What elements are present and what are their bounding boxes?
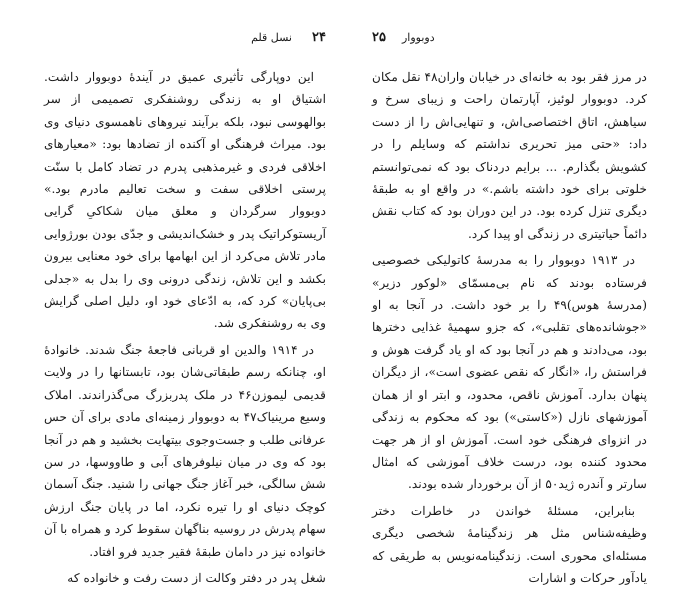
right-page-body xyxy=(372,66,647,589)
left-paragraph-2: در ۱۹۱۴ والدین او قربانی فاجعهٔ جنگ شدند. خانوادهٔ او، چنانکه رسم طبقاتی‌شان بود، تابستانها را در ولایت قدیمی لیموزن۴۶ در ملک پدربزرگ می‌گذراندند. املاک وسیع مرینیاک۴۷ به دوبووار زمینه‌ای مادی برای آن حس عرفانی طلب و جست‌وجوی بیتهایت بخشید و هم در آنجا بود که وی در میان نیلوفرهای آبی و طاووسها، در سن شش سالگی، خبر آغاز جنگ جهانی را شنید. جنگ آسمان کوچک دنیای او را تیره نکرد، اما در پایان جنگ ارزش سهام پدرش در روسیه بناگهان سقوط کرد و همراه با آن خانواده نیز در دامان طبقهٔ فقیر جدید فرو افتاد. xyxy=(44,342,326,559)
left-page-number: ۲۴ xyxy=(312,30,326,45)
right-page xyxy=(372,0,648,585)
right-page-number: ۲۵ xyxy=(372,30,386,45)
right-page-header xyxy=(372,30,647,48)
left-page xyxy=(44,0,326,585)
left-paragraph-1: این دوپارگی تأثیری عمیق در آیندهٔ دوبووار داشت. اشتیاق او به زندگی روشنفکری تصمیمی از سر بوالهوسی نبود، بلکه برآیند نیروهای ناهمسوی دنیای وی بود. میراث فرهنگی او آکنده از تضادها بود: «معیارهای اخلاقی فردی و غیرمذهبی پدرم در تضاد کامل با سنّت پرستی اخلاقی سفت و سخت تعالیم مادرم بود.» دوبووار سرگردان و معلق میان شکاکیِ گرایی آریستوکراتیک پدر و خشک‌اندیشی و جدّی بودن بورژوایی مادر تلاش می‌کرد از این ابهامها برای خود معنایی بیرون بکشد و این تلاش، زندگی درونی وی را بدل به «جدلی بی‌پایان» کرد که، به ادّعای خود او، دلیل اصلی گرایش وی به روشنفکری شد. xyxy=(44,70,326,331)
right-paragraph-3: بنابراین، مسئلهٔ خواندن در خاطرات دختر وظیفه‌شناس مثل هر زندگینامهٔ شخصی دیگری مسئله‌ای محوری است. زندگینامه‌نویس به طریقی که یادآور حرکات و اشارات xyxy=(372,503,647,585)
left-running-title: نسل قلم xyxy=(251,31,292,44)
left-page-header xyxy=(44,30,326,48)
left-paragraph-3: شغل پدر در دفتر وکالت از دست رفت و خانواده که xyxy=(67,570,326,585)
right-paragraph-2: در ۱۹۱۳ دوبووار را به مدرسهٔ کاتولیکی خصوصیی فرستاده بودند که نام بی‌مسمّای «لوکور دزیر» (مدرسهٔ هوس)۴۹ را بر خود داشت. در آنجا به او «جوشانده‌های تقلبی»، که جزو سهمیهٔ غذایی دخترها بود، می‌دادند و هم در آنجا بود که او یاد گرفت هوش و فراستش را، «انگار که نقص عضوی است»، از دیگران پنهان بدارد. آموزش ناقص، محدود، و ابتر او از همان آموزشهای نازل («کاستی») بود که محکوم به زندگی در انزوای فرهنگی خود است. آموزش او از هر جهت محدود کننده بود، درست خلاف آموزشی که امثال سارتر و آندره ژید۵۰ از آن برخوردار شده بودند. xyxy=(372,253,648,492)
left-page-body xyxy=(44,66,326,589)
right-paragraph-1: در مرز فقر بود به خانه‌ای در خیابان واران۴۸ نقل مکان کرد. دوبووار لوئیز، آپارتمان راحت و زیبای سرخ و سیاهش، اتاق اختصاصی‌اش، و تنهایی‌اش را از دست داد: «حتی میز تحریری نداشتم که وسایلم را در کشویش بگذارم. ... برایم دردناک بود که نمی‌توانستم خلوتی برای خود داشته باشم.» در واقع او به طبقهٔ دیگری تنزل کرده بود. در این دوران بود که کتاب نقش دائماً حیاتیتری در زندگی او پیدا کرد. xyxy=(372,70,647,241)
right-running-title: دوبووار xyxy=(402,31,435,44)
